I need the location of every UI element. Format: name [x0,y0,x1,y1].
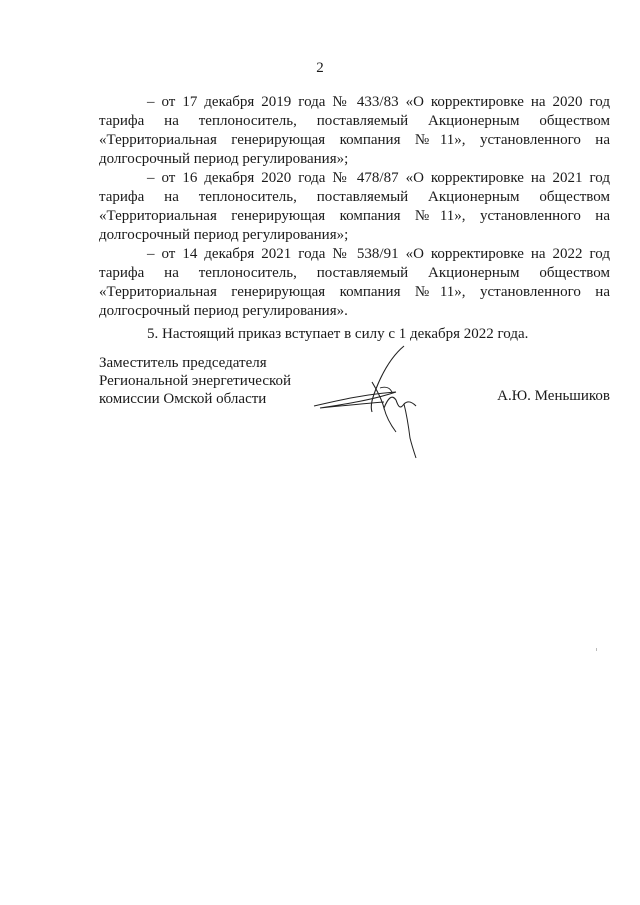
text-line: – от 17 декабря 2019 года № 433/83 «О корректировке на 2020 год [147,94,610,110]
text-line: «Территориальная генерирующая компания №11», установленного на [99,208,610,224]
position-line: Заместитель председателя [99,355,267,371]
document-body [99,93,610,344]
effective-date-clause: 5. Настоящий приказ вступает в силу с 1 декабря 2022 года. [147,326,529,342]
list-item [99,93,610,169]
text-line: тарифа на теплоноситель, поставляемый Акционерным обществом [99,265,610,281]
text-line: тарифа на теплоноситель, поставляемый Акционерным обществом [99,113,610,129]
scan-artifact [596,648,597,651]
signatory-position [99,354,291,408]
text-line: тарифа на теплоноситель, поставляемый Акционерным обществом [99,189,610,205]
text-line: «Территориальная генерирующая компания №11», установленного на [99,132,610,148]
signatory-name: А.Ю. Меньшиков [497,388,610,404]
text-line: долгосрочный период регулирования»; [99,151,349,167]
position-line: Региональной энергетической [99,373,292,389]
position-line: комиссии Омской области [99,391,267,407]
text-line: долгосрочный период регулирования». [99,303,348,319]
handwritten-signature [300,342,440,462]
list-item [99,245,610,321]
text-line: долгосрочный период регулирования»; [99,227,349,243]
text-line: – от 14 декабря 2021 года № 538/91 «О корректировке на 2022 год [147,246,610,262]
page-number: 2 [316,60,324,76]
text-line: – от 16 декабря 2020 года № 478/87 «О корректировке на 2021 год [147,170,610,186]
list-item [99,169,610,245]
text-line: «Территориальная генерирующая компания №11», установленного на [99,284,610,300]
